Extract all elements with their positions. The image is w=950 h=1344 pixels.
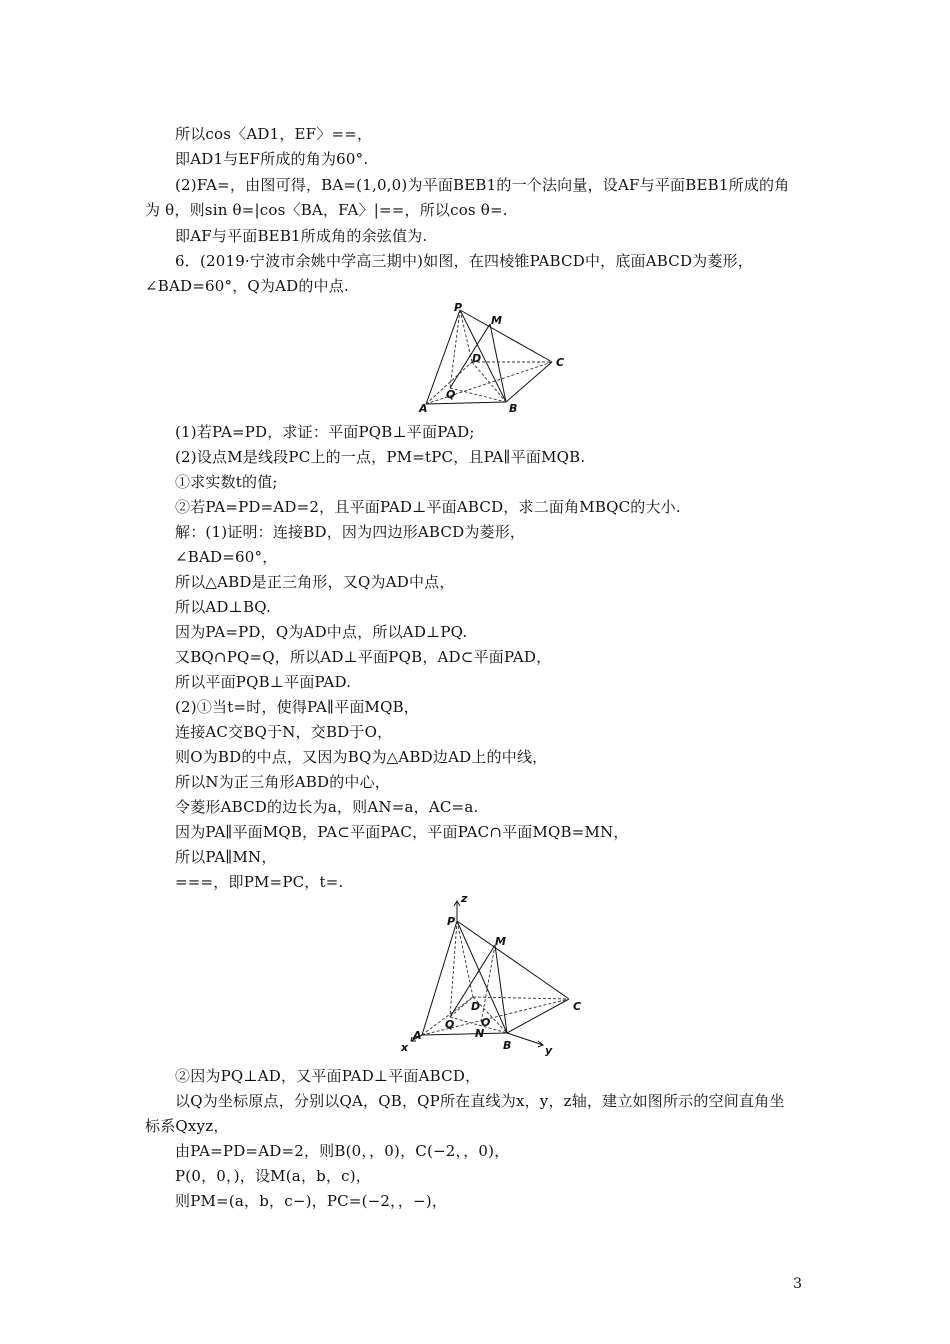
text-line: 所以N为正三角形ABD的中心， xyxy=(175,773,391,791)
text-line: 所以△ABD是正三角形，又Q为AD中点， xyxy=(175,573,455,591)
fig2-label-x: x xyxy=(401,1041,409,1054)
text-line: 所以AD⊥BQ. xyxy=(175,598,271,616)
text-line: 连接AC交BQ于N，交BD于O， xyxy=(175,723,393,741)
fig2-label-N: N xyxy=(475,1027,485,1040)
fig1-label-Q: Q xyxy=(446,388,456,401)
text-line: ∠BAD=60°，Q为AD的中点. xyxy=(145,277,349,295)
text-line: 所以平面PQB⊥平面PAD. xyxy=(175,673,352,691)
text-line: 因为PA=PD，Q为AD中点，所以AD⊥PQ. xyxy=(175,623,468,641)
fig1-label-D: D xyxy=(472,352,482,365)
fig2-label-B: B xyxy=(503,1039,512,1052)
text-line: 为 θ，则sin θ=|cos〈BA，FA〉|==，所以cos θ=. xyxy=(145,201,508,219)
text-line: ===，即PM=PC，t=. xyxy=(175,873,344,891)
fig1-label-B: B xyxy=(509,402,518,415)
text-line: 因为PA∥平面MQB，PA⊂平面PAC，平面PAC∩平面MQB=MN， xyxy=(175,823,629,841)
text-line: ①求实数t的值; xyxy=(175,473,278,491)
fig2-label-z: z xyxy=(461,893,468,905)
fig2-label-M: M xyxy=(495,935,506,948)
text-line: (2)设点M是线段PC上的一点，PM=tPC，且PA∥平面MQB. xyxy=(175,448,586,466)
fig2-label-y: y xyxy=(545,1044,553,1057)
text-line: 所以cos〈AD1，EF〉==， xyxy=(175,125,373,143)
text-line: ∠BAD=60°， xyxy=(175,548,278,566)
text-line: 即AD1与EF所成的角为60°. xyxy=(175,150,369,168)
text-line: 以Q为坐标原点，分别以QA，QB，QP所在直线为x，y，z轴，建立如图所示的空间直角坐 xyxy=(175,1092,785,1110)
text-line: 则O为BD的中点，又因为BQ为△ABD边AD上的中线， xyxy=(175,748,548,766)
pyramid-figure xyxy=(410,300,580,424)
text-line: ②因为PQ⊥AD，又平面PAD⊥平面ABCD， xyxy=(175,1067,481,1085)
fig1-label-C: C xyxy=(556,356,565,369)
fig2-label-A: A xyxy=(413,1029,422,1042)
text-line: 标系Qxyz， xyxy=(145,1117,229,1135)
fig2-label-P: P xyxy=(447,915,456,928)
fig2-label-Q: Q xyxy=(445,1018,455,1031)
page-number: 3 xyxy=(793,1276,802,1292)
text-line: 又BQ∩PQ=Q，所以AD⊥平面PQB，AD⊂平面PAD， xyxy=(175,648,552,666)
text-line: ②若PA=PD=AD=2，且平面PAD⊥平面ABCD，求二面角MBQC的大小. xyxy=(175,498,681,516)
fig1-label-M: M xyxy=(491,314,502,327)
fig1-label-P: P xyxy=(454,301,463,314)
text-line: 解：(1)证明：连接BD，因为四边形ABCD为菱形， xyxy=(175,523,526,541)
text-line: 则PM=(a，b，c−)，PC=(−2，，−)， xyxy=(175,1192,448,1210)
fig2-label-D: D xyxy=(471,1000,481,1013)
text-line: 6．(2019·宁波市余姚中学高三期中)如图，在四棱锥PABCD中，底面ABCD为菱形， xyxy=(175,252,753,270)
text-line: P(0，0，)，设M(a，b，c)， xyxy=(175,1167,371,1185)
text-line: 即AF与平面BEB1所成角的余弦值为. xyxy=(175,227,428,245)
text-line: (1)若PA=PD，求证：平面PQB⊥平面PAD; xyxy=(175,423,475,441)
text-line: 由PA=PD=AD=2，则B(0，，0)，C(−2，，0)， xyxy=(175,1142,510,1160)
text-line: (2)①当t=时，使得PA∥平面MQB， xyxy=(175,698,420,716)
text-line: 所以PA∥MN， xyxy=(175,848,277,866)
fig1-label-A: A xyxy=(419,402,428,415)
text-line: 令菱形ABCD的边长为a，则AN=a，AC=a. xyxy=(175,798,479,816)
coordinate-pyramid-figure xyxy=(395,893,595,1069)
fig2-label-O: O xyxy=(481,1016,491,1029)
text-line: (2)FA=，由图可得，BA=(1,0,0)为平面BEB1的一个法向量，设AF与平面BEB1所成的角 xyxy=(175,176,790,194)
fig2-label-C: C xyxy=(573,1000,582,1013)
